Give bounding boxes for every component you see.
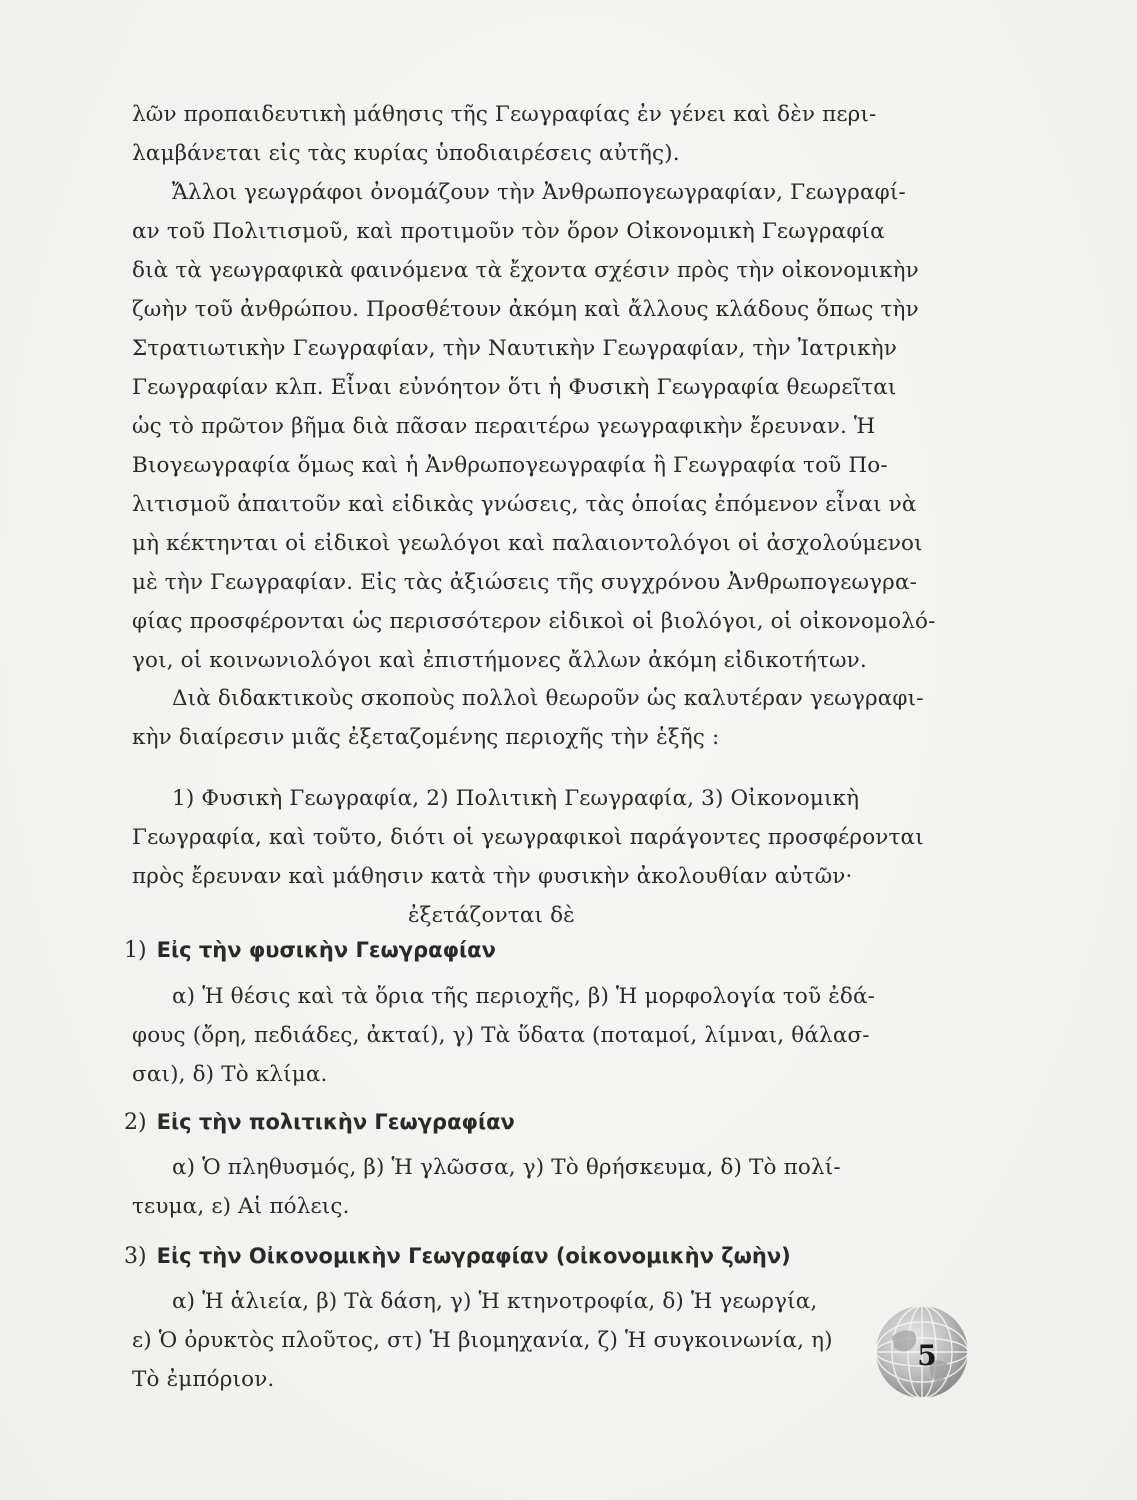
text-line: πρὸς ἔρευναν καὶ μάθησιν κατὰ τὴν φυσικὴν ἀκολουθίαν αὐτῶν· [132, 864, 853, 889]
text-line: 1) Φυσικὴ Γεωγραφία, 2) Πολιτικὴ Γεωγραφία, 3) Οἰκονομικὴ [172, 786, 860, 811]
text-line: γοι, οἱ κοινωνιολόγοι καὶ ἐπιστήμονες ἄλλων ἀκόμη εἰδικοτήτων. [132, 648, 867, 673]
text-line: σαι), δ) Τὸ κλίμα. [132, 1062, 328, 1087]
text-line: μὴ κέκτηνται οἱ εἰδικοὶ γεωλόγοι καὶ παλαιοντολόγοι οἱ ἀσχολούμενοι [132, 531, 923, 556]
section-heading [124, 1240, 791, 1273]
text-line: ζωὴν τοῦ ἀνθρώπου. Προσθέτουν ἀκόμη καὶ ἄλλους κλάδους ὅπως τὴν [132, 297, 919, 322]
section-title: Εἰς τὴν πολιτικὴν Γεωγραφίαν [156, 1110, 515, 1134]
text-line: Στρατιωτικὴν Γεωγραφίαν, τὴν Ναυτικὴν Γεωγραφίαν, τὴν Ἰατρικὴν [132, 336, 898, 361]
section-title: Εἰς τὴν φυσικὴν Γεωγραφίαν [156, 938, 496, 962]
text-line: φους (ὄρη, πεδιάδες, ἀκταί), γ) Τὰ ὕδατα (ποταμοί, λίμναι, θάλασ- [132, 1023, 870, 1048]
text-line: Βιογεωγραφία ὅμως καὶ ἡ Ἀνθρωπογεωγραφία ἢ Γεωγραφία τοῦ Πο- [132, 453, 888, 478]
text-line: ε) Ὁ ὀρυκτὸς πλοῦτος, στ) Ἡ βιομηχανία, ζ) Ἡ συγκοινωνία, η) [132, 1328, 833, 1353]
text-line: μὲ τὴν Γεωγραφίαν. Εἰς τὰς ἀξιώσεις τῆς συγχρόνου Ἀνθρωπογεωγρα- [132, 570, 918, 595]
text-line: α) Ὁ πληθυσμός, β) Ἡ γλῶσσα, γ) Τὸ θρήσκευμα, δ) Τὸ πολί- [172, 1155, 841, 1180]
text-line: διὰ τὰ γεωγραφικὰ φαινόμενα τὰ ἔχοντα σχέσιν πρὸς τὴν οἰκονομικὴν [132, 258, 919, 283]
section-number: 3) [124, 1244, 147, 1269]
text-line: ὡς τὸ πρῶτον βῆμα διὰ πᾶσαν περαιτέρω γεωγραφικὴν ἔρευναν. Ἡ [132, 414, 876, 439]
section-number: 2) [124, 1110, 147, 1135]
section-heading [124, 1106, 515, 1139]
text-line: Γεωγραφίαν κλπ. Εἶναι εὐνόητον ὅτι ἡ Φυσικὴ Γεωγραφία θεωρεῖται [132, 375, 897, 400]
text-line: Διὰ διδακτικοὺς σκοποὺς πολλοὶ θεωροῦν ὡς καλυτέραν γεωγραφι- [172, 686, 924, 711]
section-title: Εἰς τὴν Οἰκονομικὴν Γεωγραφίαν (οἰκονομικὴν ζωὴν) [156, 1244, 791, 1268]
text-line: α) Ἡ θέσις καὶ τὰ ὅρια τῆς περιοχῆς, β) Ἡ μορφολογία τοῦ ἐδά- [172, 984, 876, 1009]
text-line: Τὸ ἐμπόριον. [132, 1367, 275, 1392]
text-line: λαμβάνεται εἰς τὰς κυρίας ὑποδιαιρέσεις αὐτῆς). [132, 141, 680, 166]
text-line: Ἄλλοι γεωγράφοι ὀνομάζουν τὴν Ἀνθρωπογεωγραφίαν, Γεωγραφί- [172, 180, 906, 205]
text-line: λῶν προπαιδευτικὴ μάθησις τῆς Γεωγραφίας ἐν γένει καὶ δὲν περι- [132, 102, 877, 127]
text-line: ἐξετάζονται δὲ [408, 903, 575, 928]
text-line: τευμα, ε) Αἱ πόλεις. [132, 1194, 350, 1219]
text-line: φίας προσφέρονται ὡς περισσότερον εἰδικοὶ οἱ βιολόγοι, οἱ οἰκονομολό- [132, 609, 936, 634]
text-line: Γεωγραφία, καὶ τοῦτο, διότι οἱ γεωγραφικοὶ παράγοντες προσφέρονται [132, 825, 924, 850]
text-line: λιτισμοῦ ἀπαιτοῦν καὶ εἰδικὰς γνώσεις, τὰς ὁποίας ἐπόμενον εἶναι νὰ [132, 492, 917, 517]
section-number: 1) [124, 938, 147, 963]
page-number: 5 [917, 1339, 937, 1372]
section-heading [124, 934, 496, 967]
text-line: αν τοῦ Πολιτισμοῦ, καὶ προτιμοῦν τὸν ὅρον Οἰκονομικὴ Γεωγραφία [132, 219, 885, 244]
text-line: κὴν διαίρεσιν μιᾶς ἐξεταζομένης περιοχῆς τὴν ἑξῆς : [132, 725, 720, 750]
text-line: α) Ἡ ἁλιεία, β) Τὰ δάση, γ) Ἡ κτηνοτροφία, δ) Ἡ γεωργία, [172, 1289, 818, 1314]
